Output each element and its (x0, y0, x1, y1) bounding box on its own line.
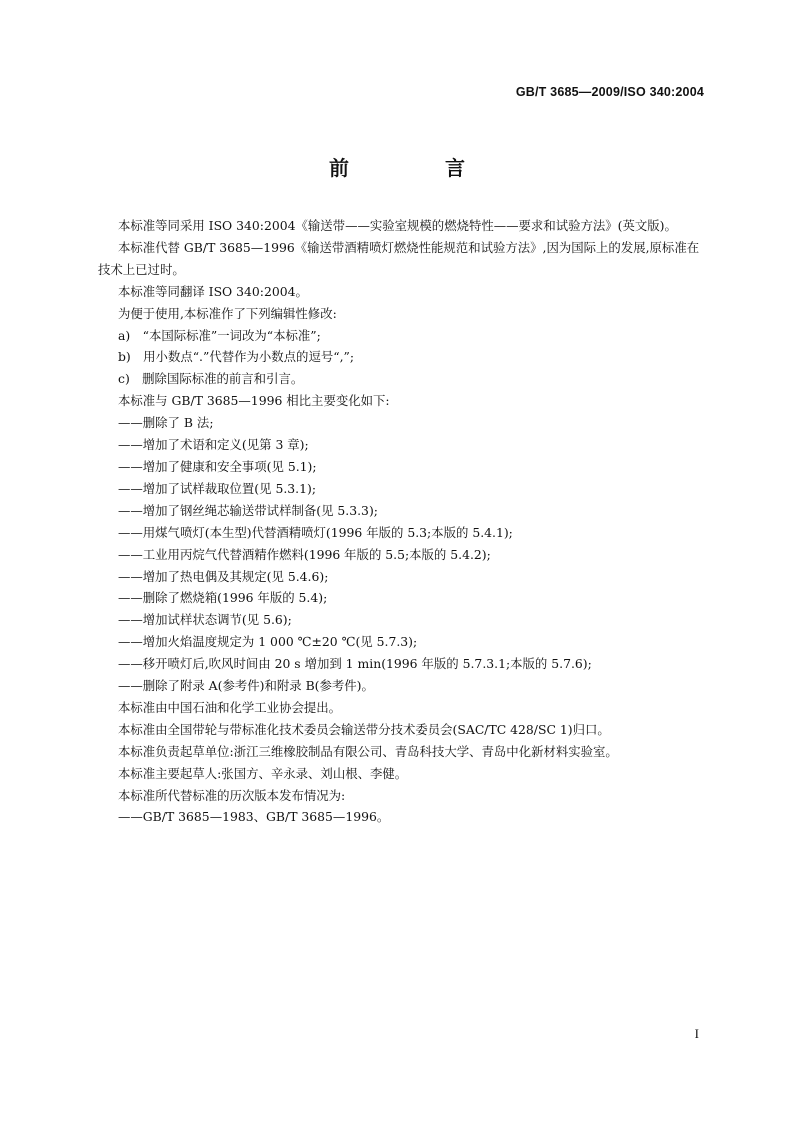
list-item: ——增加了钢丝绳芯输送带试样制备(见 5.3.3); (118, 502, 378, 518)
list-item: ——工业用丙烷气代替酒精作燃料(1996 年版的 5.5;本版的 5.4.2); (118, 546, 491, 562)
list-item: ——增加了健康和安全事项(见 5.1); (118, 458, 317, 474)
paragraph: 本标准由全国带轮与带标准化技术委员会输送带分技术委员会(SAC/TC 428/SC 1)归口。 (118, 721, 610, 737)
list-item: ——增加了试样裁取位置(见 5.3.1); (118, 480, 316, 496)
list-item: c) 删除国际标准的前言和引言。 (118, 371, 304, 387)
paragraph: 本标准等同采用 ISO 340:2004《输送带——实验室规模的燃烧特性——要求和试验方法》(英文版)。 (118, 218, 677, 233)
list-item: ——用煤气喷灯(本生型)代替酒精喷灯(1996 年版的 5.3;本版的 5.4.1); (118, 524, 513, 540)
paragraph: 本标准主要起草人:张国方、辛永录、刘山根、李健。 (118, 765, 408, 781)
standard-code: GB/T 3685—2009/ISO 340:2004 (515, 85, 704, 99)
list-item: ——增加了热电偶及其规定(见 5.4.6); (118, 568, 329, 584)
list-item: ——增加火焰温度规定为 1 000 ℃±20 ℃(见 5.7.3); (118, 634, 418, 650)
paragraph: 为便于使用,本标准作了下列编辑性修改: (118, 305, 337, 321)
paragraph: 本标准等同翻译 ISO 340:2004。 (118, 283, 308, 299)
list-item: ——增加试样状态调节(见 5.6); (118, 612, 292, 628)
list-item: ——删除了附录 A(参考件)和附录 B(参考件)。 (118, 678, 374, 694)
page-title: 前 言 (329, 156, 503, 180)
paragraph: 本标准所代替标准的历次版本发布情况为: (118, 787, 346, 803)
list-item: b) 用小数点“.”代替作为小数点的逗号“,”; (118, 349, 355, 365)
paragraph: 本标准与 GB/T 3685—1996 相比主要变化如下: (118, 393, 390, 409)
list-item: a) “本国际标准”一词改为“本标准”; (118, 327, 321, 343)
list-item: ——GB/T 3685—1983、GB/T 3685—1996。 (118, 809, 390, 825)
paragraph: 本标准代替 GB/T 3685—1996《输送带酒精喷灯燃烧性能规范和试验方法》,因为国际上的发展,原标准在技术上已过时。 (98, 239, 700, 277)
body-text (98, 215, 708, 828)
page-number: I (694, 1026, 699, 1041)
paragraph: 本标准由中国石油和化学工业协会提出。 (118, 699, 342, 715)
paragraph: 本标准负责起草单位:浙江三维橡胶制品有限公司、青岛科技大学、青岛中化新材料实验室。 (118, 743, 618, 759)
list-item: ——移开喷灯后,吹风时间由 20 s 增加到 1 min(1996 年版的 5.7.3.1;本版的 5.7.6); (118, 656, 592, 672)
list-item: ——删除了燃烧箱(1996 年版的 5.4); (118, 590, 328, 606)
list-item: ——删除了 B 法; (118, 415, 214, 431)
list-item: ——增加了术语和定义(见第 3 章); (118, 437, 309, 453)
